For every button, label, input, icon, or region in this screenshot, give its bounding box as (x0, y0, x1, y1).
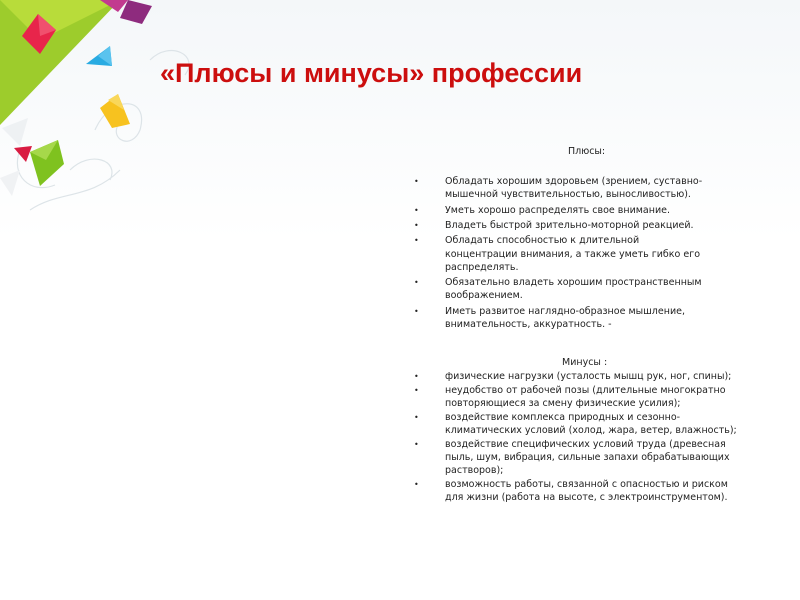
bullet-icon: • (414, 439, 419, 449)
small-red-triangle-shape (14, 146, 32, 162)
list-item (414, 219, 714, 232)
list-item (414, 384, 744, 410)
pros-item-text: Иметь развитое наглядно-образное мышление, внимательность, аккуратность. - (445, 305, 685, 330)
list-item (414, 204, 714, 217)
pros-item-text: Обладать хорошим здоровьем (зрением, суставно-мышечной чувствительностью, выносливостью). (445, 176, 703, 201)
bullet-icon: • (414, 479, 419, 489)
bullet-icon: • (414, 412, 419, 422)
bullet-icon: • (414, 306, 419, 316)
bullet-icon: • (414, 205, 419, 215)
pros-list (414, 175, 714, 333)
list-item (414, 234, 714, 274)
bullet-icon: • (414, 385, 419, 395)
cons-item-text: воздействие комплекса природных и сезонно-климатических условий (холод, жара, ветер, влажность); (445, 411, 737, 436)
bullet-icon: • (414, 278, 419, 288)
list-item (414, 411, 744, 437)
list-item (414, 370, 744, 383)
pros-item-text: Обладать способностью к длительной концентрации внимания, а также уметь гибко его распределять. (445, 235, 701, 273)
cons-item-text: неудобство от рабочей позы (длительные многократно повторяющиеся за смену физические усилия); (445, 384, 726, 409)
pros-item-text: Владеть быстрой зрительно-моторной реакцией. (445, 219, 694, 231)
pros-item-text: Уметь хорошо распределять свое внимание. (445, 204, 670, 216)
white-paper-shape (2, 118, 28, 146)
decorative-corner-shapes (0, 0, 220, 230)
bullet-icon: • (414, 220, 419, 230)
pros-heading: Плюсы: (568, 146, 606, 157)
list-item (414, 438, 744, 478)
cons-item-text: физические нагрузки (усталость мышц рук, ног, спины); (445, 371, 732, 382)
bullet-icon: • (414, 236, 419, 246)
list-item (414, 305, 714, 331)
bullet-icon: • (414, 177, 419, 186)
list-item (414, 175, 714, 201)
cons-item-text: воздействие специфических условий труда (древесная пыль, шум, вибрация, сильные запахи обрабатывающих растворов); (445, 438, 730, 476)
cons-heading: Минусы : (562, 357, 608, 368)
cons-list (414, 370, 744, 505)
pros-item-text: Обязательно владеть хорошим пространственным воображением. (445, 277, 702, 302)
cons-item-text: возможность работы, связанной с опасностью и риском для жизни (работа на высоте, с электроинструментом). (445, 478, 728, 503)
list-item (414, 478, 744, 504)
bullet-icon: • (414, 372, 419, 381)
page-title: «Плюсы и минусы» профессии (160, 58, 583, 88)
list-item (414, 276, 714, 302)
